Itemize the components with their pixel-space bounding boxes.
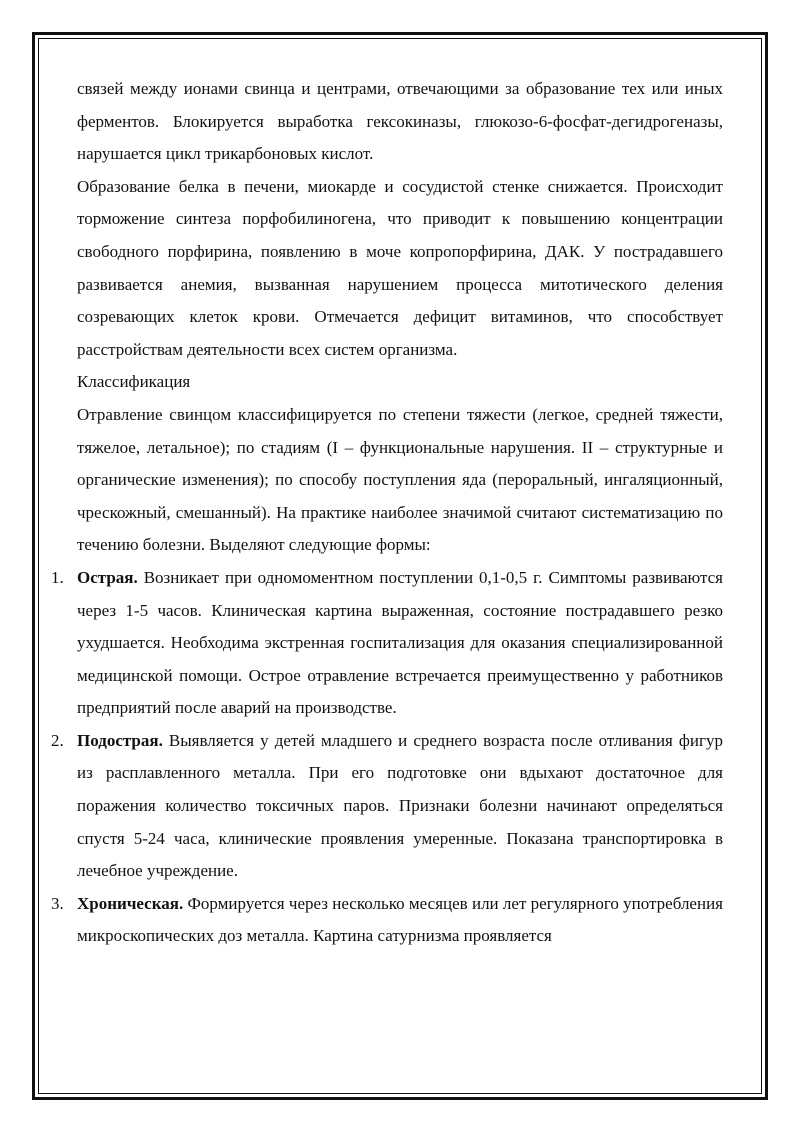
paragraph-protein-synthesis: Образование белка в печени, миокарде и сосудистой стенке снижается. Происходит торможение синтеза порфобилиногена, что приводит к повышению концентрации свободного порфирина, появлению в моче копропорфирина, ДАК. У пострадавшего развивается анемия, вызванная нарушением процесса митотического деления созревающих клеток крови. Отмечается дефицит витаминов, что способствует расстройствам деятельности всех систем организма.	[77, 176, 723, 359]
list-item-number: 3.	[51, 893, 64, 913]
list-item	[51, 562, 723, 725]
forms-list	[51, 562, 723, 953]
paragraph-classification: Отравление свинцом классифицируется по степени тяжести (легкое, средней тяжести, тяжелое, летальное); по стадиям (I – функциональные нарушения. II – структурные и органические изменения); по способу поступления яда (пероральный, ингаляционный, чрескожный, смешанный). На практике наиболее значимой считают систематизацию по течению болезни. Выделяют следующие формы:	[77, 404, 723, 555]
list-item	[51, 888, 723, 953]
list-item-text: Выявляется у детей младшего и среднего возраста после отливания фигур из расплавленного металла. При его подготовке они вдыхают достаточное для поражения количество токсичных паров. Признаки болезни начинают определяться спустя 5-24 часа, клинические проявления умеренные. Показана транспортировка в лечебное учреждение.	[77, 730, 723, 881]
list-item-text: Формируется через несколько месяцев или лет регулярного употребления микроскопических доз металла. Картина сатурнизма проявляется	[77, 893, 723, 946]
list-item-term: Хроническая.	[77, 893, 184, 913]
section-heading-classification: Классификация	[77, 372, 191, 392]
list-item-term: Острая.	[77, 567, 138, 587]
list-item	[51, 725, 723, 888]
list-item-number: 2.	[51, 730, 64, 750]
list-item-term: Подострая.	[77, 730, 163, 750]
list-item-number: 1.	[51, 567, 64, 587]
document-body	[51, 73, 723, 953]
list-item-text: Возникает при одномоментном поступлении 0,1-0,5 г. Симптомы развиваются через 1-5 часов. Клиническая картина выраженная, состояние пострадавшего резко ухудшается. Необходима экстренная госпитализация для оказания специализированной медицинской помощи. Острое отравление встречается преимущественно у работников предприятий после аварий на производстве.	[77, 567, 723, 718]
paragraph-enzymes: связей между ионами свинца и центрами, отвечающими за образование тех или иных ферментов. Блокируется выработка гексокиназы, глюкозо-6-фосфат-дегидрогеназы, нарушается цикл трикарбоновых кислот.	[77, 79, 723, 164]
